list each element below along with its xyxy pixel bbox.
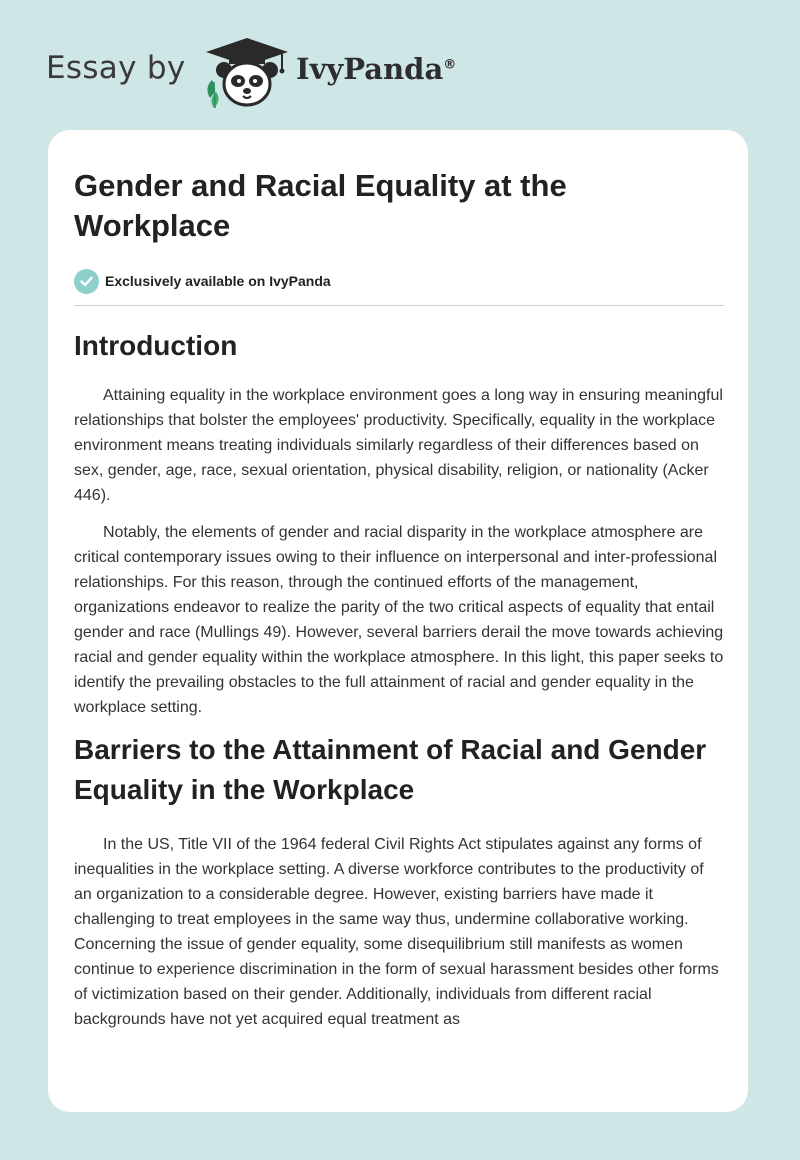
check-icon [74, 269, 99, 294]
site-brand[interactable] [46, 36, 486, 108]
paragraph: Notably, the elements of gender and racial disparity in the workplace atmosphere are critical contemporary issues owing to their influence on interpersonal and inter-professional relationships. For this reason, through the continued efforts of the management, organizations endeavor to realize the parity of the two critical aspects of equality that entail gender and race (Mullings 49). However, several barriers derail the move towards achieving racial and gender equality within the workplace atmosphere. In this light, this paper seeks to identify the prevailing obstacles to the full attainment of racial and gender equality in the workplace setting. [74, 524, 724, 716]
brand-name: IvyPanda® [296, 52, 457, 86]
section-heading-introduction: Introduction [74, 330, 238, 361]
paragraph: Attaining equality in the workplace environment goes a long way in ensuring meaningful relationships that bolster the employees' productivity. Specifically, equality in the workplace environment means treating individuals similarly regardless of their differences based on sex, gender, age, race, sexual orientation, physical disability, religion, or nationality (Acker 446). [74, 387, 723, 504]
divider [74, 305, 724, 306]
article-content [74, 166, 724, 1032]
paragraph: In the US, Title VII of the 1964 federal Civil Rights Act stipulates against any forms of inequalities in the workplace setting. A diverse workforce contributes to the productivity of an organization to a considerable degree. However, existing barriers have made it challenging to treat employees in the same way thus, undermine collaborative working. Concerning the issue of gender equality, some disequilibrium still manifests as women continue to experience discrimination in the form of sexual harassment besides other forms of victimization based on their gender. Additionally, individuals from different racial backgrounds have not yet acquired equal treatment as [74, 836, 719, 1028]
article-title: Gender and Racial Equality at the Workplace [74, 168, 567, 243]
exclusive-label: Exclusively available on IvyPanda [105, 273, 331, 289]
panda-graduation-cap-icon [202, 36, 292, 108]
brand-prefix: Essay by [46, 50, 186, 86]
section-heading-barriers: Barriers to the Attainment of Racial and Gender Equality in the Workplace [74, 734, 707, 805]
exclusive-badge [74, 268, 724, 294]
article-card [48, 130, 748, 1112]
